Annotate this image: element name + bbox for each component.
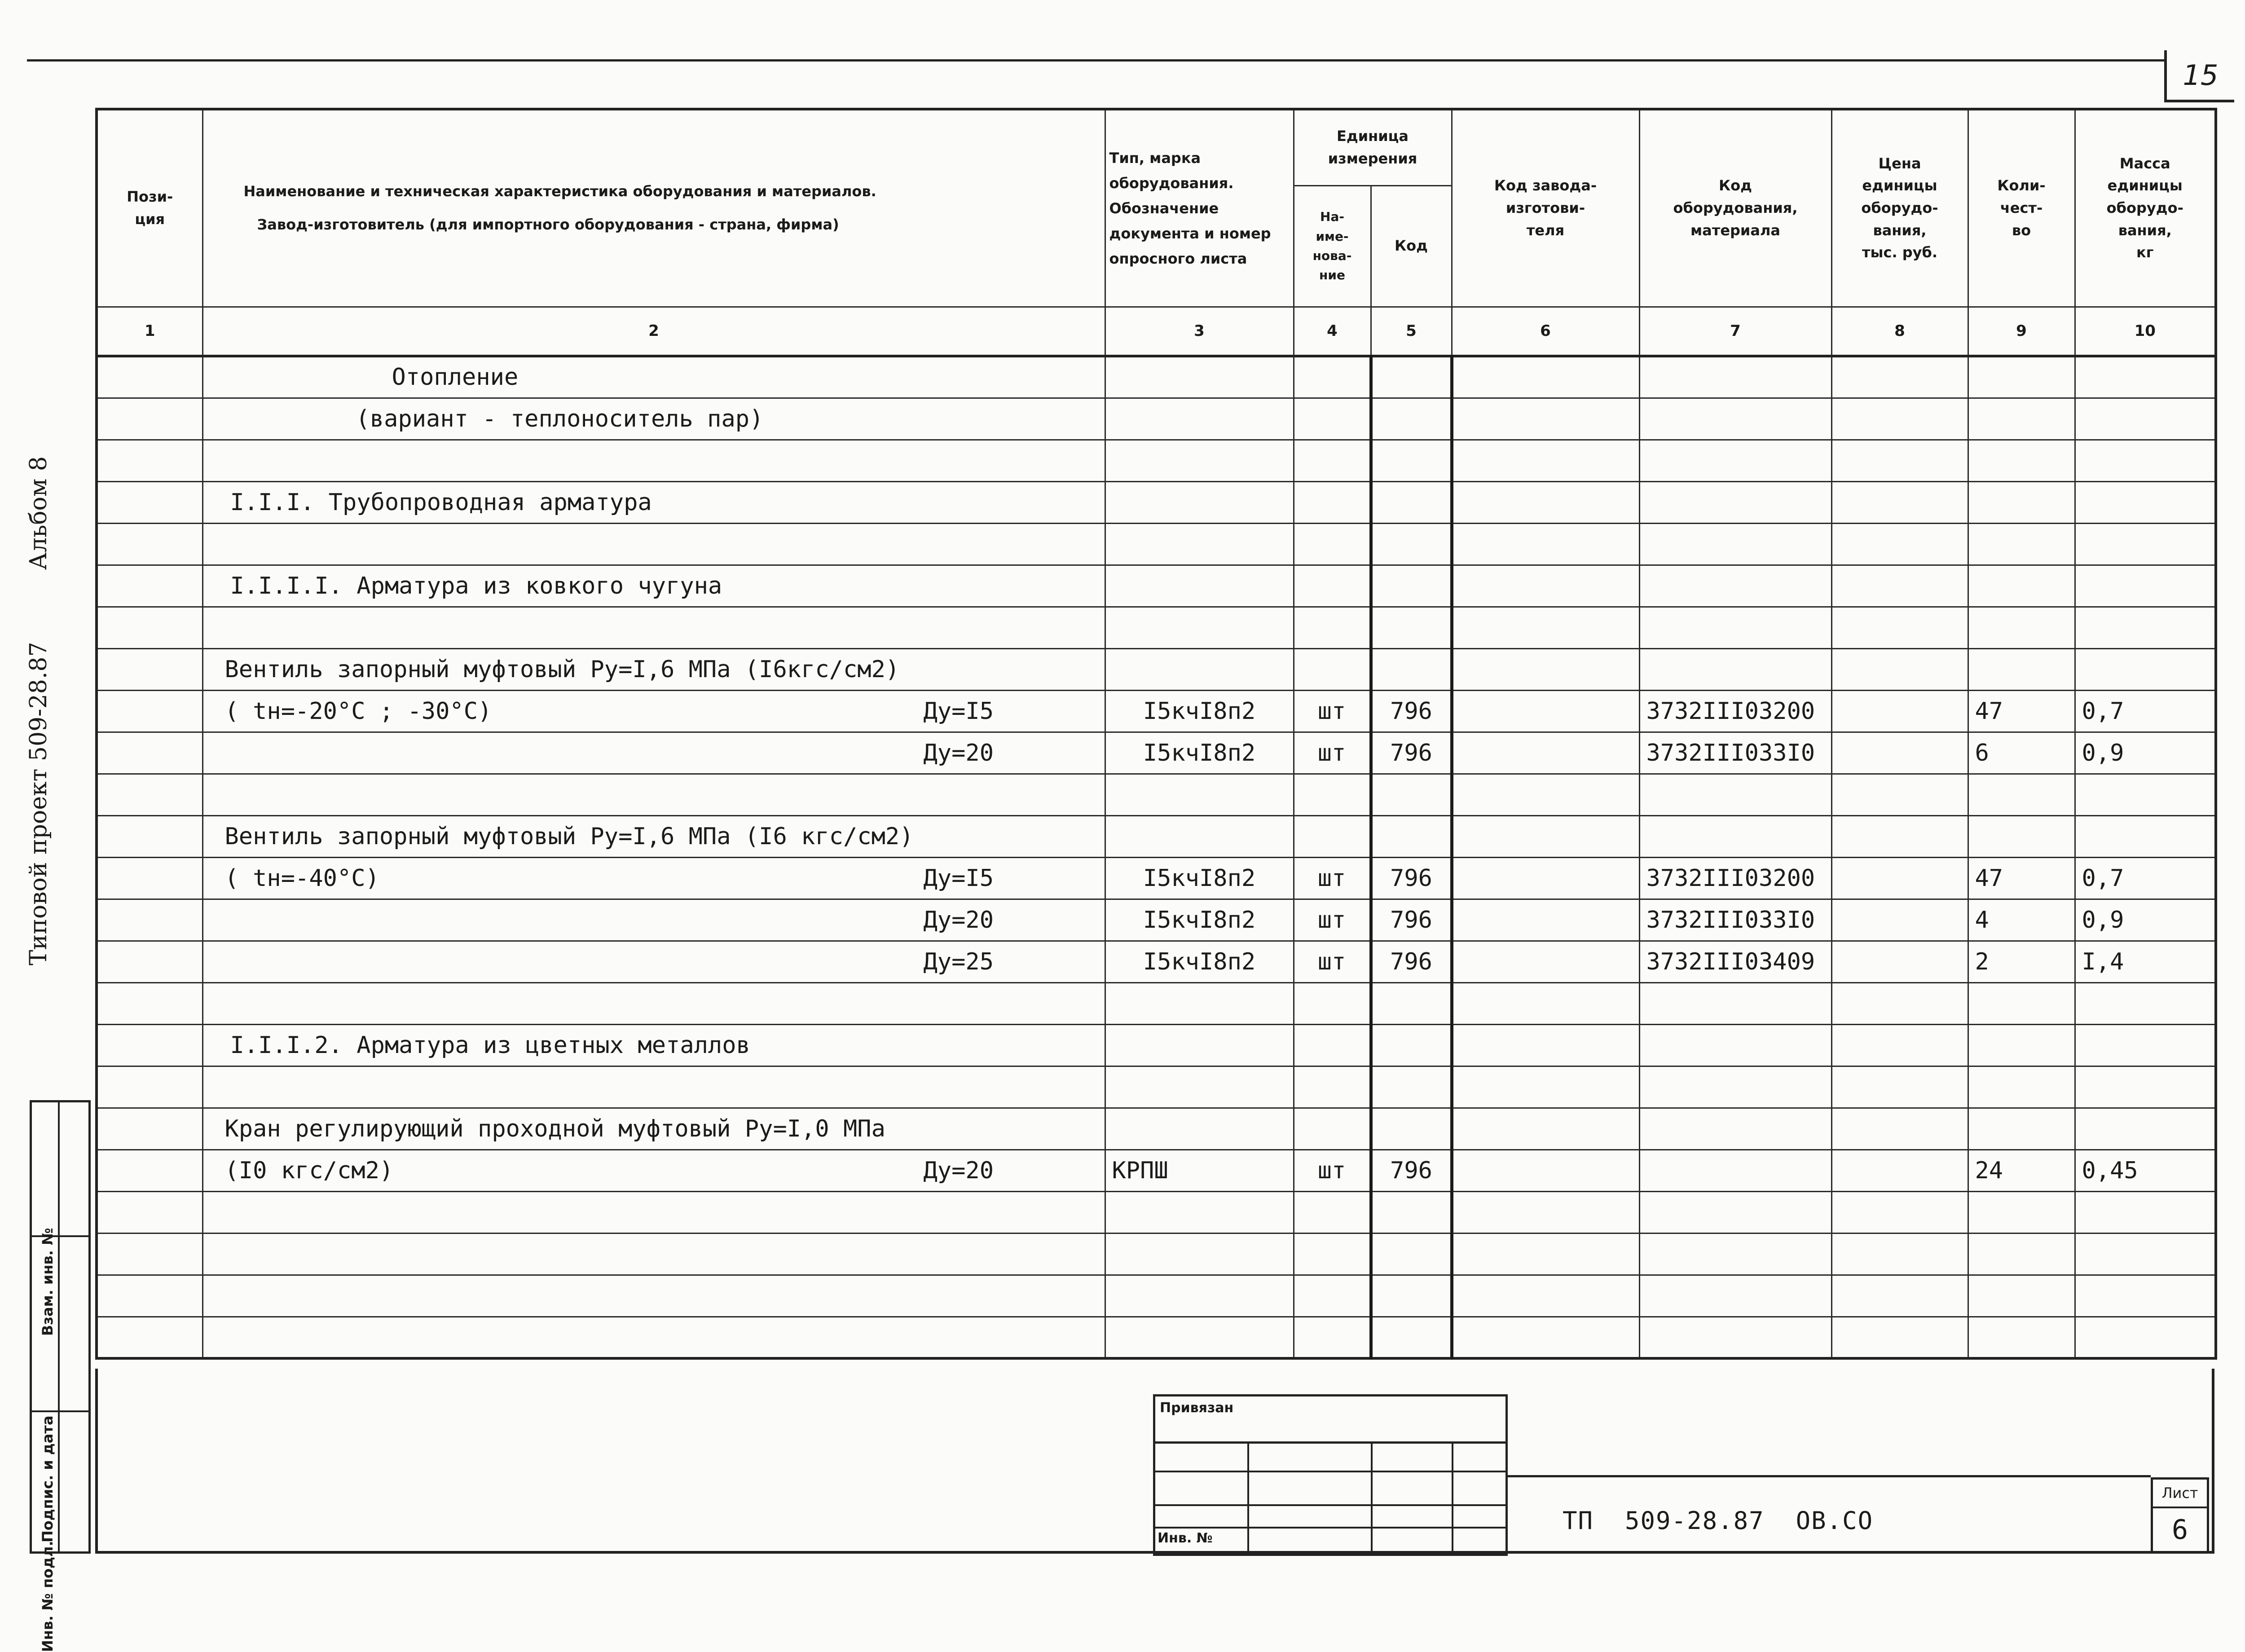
header-unit: Единица измерения	[1294, 109, 1452, 185]
side-stamp	[30, 1100, 91, 1652]
group-heading: I.I.I.2. Арматура из цветных металлов	[202, 1024, 1105, 1066]
header-position: Пози- ция	[97, 109, 202, 307]
item-unit: шт	[1294, 1150, 1371, 1191]
table-row	[97, 1150, 2216, 1191]
col-number: 3	[1105, 307, 1294, 356]
nominal-diameter: Ду=I5	[923, 864, 994, 892]
item-type: I5кчI8п2	[1105, 732, 1294, 774]
col-number: 8	[1831, 307, 1968, 356]
table-row	[97, 941, 2216, 982]
group-heading: I.I.I. Трубопроводная арматура	[202, 481, 1105, 523]
table-row	[97, 1066, 2216, 1108]
sheet-box	[2151, 1477, 2209, 1554]
table-row	[97, 356, 2216, 398]
table-row	[97, 774, 2216, 815]
item-description	[202, 899, 1105, 941]
item-quantity: 2	[1968, 941, 2075, 982]
col-number: 9	[1968, 307, 2075, 356]
col-number: 5	[1371, 307, 1452, 356]
header-name	[202, 109, 1105, 307]
item-code	[1639, 1150, 1831, 1191]
sheet-label: Лист	[2153, 1480, 2207, 1508]
stamp-cell-inv-original	[32, 1412, 88, 1652]
item-unit: шт	[1294, 732, 1371, 774]
item-description	[202, 690, 1105, 732]
table-row	[97, 1024, 2216, 1066]
column-number-row	[97, 307, 2216, 356]
item-quantity: 47	[1968, 690, 2075, 732]
stamp-cell-signature-date	[32, 1237, 88, 1542]
item-unit: шт	[1294, 941, 1371, 982]
header-quantity: Коли- чест- во	[1968, 109, 2075, 307]
table-row	[97, 982, 2216, 1024]
item-code: 3732III03200	[1639, 857, 1831, 899]
item-unit-code: 796	[1371, 857, 1452, 899]
group-heading: I.I.I.I. Арматура из ковкого чугуна	[202, 565, 1105, 607]
top-border-line	[27, 59, 2166, 62]
inventory-label: Инв. №	[1158, 1530, 1213, 1546]
item-code: 3732III033I0	[1639, 732, 1831, 774]
table-row	[97, 523, 2216, 565]
header-unit-name: На- име- нова- ние	[1294, 185, 1371, 307]
table-row	[97, 815, 2216, 857]
attached-stamp	[1153, 1394, 1508, 1444]
col-number: 10	[2075, 307, 2216, 356]
item-type: I5кчI8п2	[1105, 690, 1294, 732]
doc-code-prefix: ТП	[1563, 1507, 1594, 1535]
header-mass: Масса единицы оборудо- вания, кг	[2075, 109, 2216, 307]
table-row	[97, 607, 2216, 648]
table-row	[97, 690, 2216, 732]
doc-code-number: 509-28.87	[1625, 1507, 1765, 1535]
nominal-diameter: Ду=20	[923, 739, 994, 767]
header-type: Тип, марка оборудования. Обозначение документа и номер опросного листа	[1105, 109, 1294, 307]
header-row	[97, 109, 2216, 185]
header-name-line2: Завод-изготовитель (для импортного оборудования - страна, фирма)	[257, 216, 839, 233]
item-code: 3732III03409	[1639, 941, 1831, 982]
header-equipment-code: Код оборудования, материала	[1639, 109, 1831, 307]
section-subheading: (вариант - теплоноситель пар)	[202, 398, 1105, 440]
item-code: 3732III033I0	[1639, 899, 1831, 941]
title-block-line	[1508, 1475, 2151, 1477]
nominal-diameter: Ду=20	[923, 906, 994, 934]
table-row	[97, 440, 2216, 481]
side-title	[25, 382, 66, 965]
sheet-value: 6	[2171, 1514, 2188, 1546]
table-row	[97, 481, 2216, 523]
table-row	[97, 857, 2216, 899]
header-price: Цена единицы оборудо- вания, тыс. руб.	[1831, 109, 1968, 307]
table-row	[97, 899, 2216, 941]
item-mass: I,4	[2075, 941, 2216, 982]
header-name-line1: Наименование и техническая характеристика оборудования и материалов.	[243, 183, 876, 200]
sheet-number: 15	[2164, 50, 2234, 102]
item-condition: (I0 кгс/см2)	[224, 1157, 394, 1184]
table-row	[97, 398, 2216, 440]
item-quantity: 24	[1968, 1150, 2075, 1191]
project-title: Типовой проект 509-28.87	[25, 642, 52, 965]
item-type: I5кчI8п2	[1105, 941, 1294, 982]
item-unit: шт	[1294, 690, 1371, 732]
stamp-label-inv-replace: Взам. инв. №	[39, 1228, 56, 1336]
document-code	[1563, 1507, 1905, 1535]
item-description	[202, 941, 1105, 982]
stamp-cell-inv-replace	[32, 1102, 88, 1336]
nominal-diameter: Ду=20	[923, 1157, 994, 1184]
item-type: I5кчI8п2	[1105, 899, 1294, 941]
attached-label: Привязан	[1160, 1400, 1234, 1416]
item-mass: 0,9	[2075, 732, 2216, 774]
table-row	[97, 1275, 2216, 1317]
item-unit-code: 796	[1371, 732, 1452, 774]
table-row	[97, 732, 2216, 774]
item-mass: 0,9	[2075, 899, 2216, 941]
item-unit-code: 796	[1371, 690, 1452, 732]
item-mass: 0,7	[2075, 690, 2216, 732]
grid-line	[1371, 1444, 1373, 1554]
item-type: КРПШ	[1105, 1150, 1294, 1191]
table-row	[97, 1108, 2216, 1150]
item-unit-code: 796	[1371, 1150, 1452, 1191]
col-number: 7	[1639, 307, 1831, 356]
item-quantity: 6	[1968, 732, 2075, 774]
col-number: 1	[97, 307, 202, 356]
item-mass: 0,45	[2075, 1150, 2216, 1191]
item-unit-code: 796	[1371, 899, 1452, 941]
item-description: Вентиль запорный муфтовый Ру=I,6 МПа (I6 кгс/см2)	[202, 815, 1105, 857]
nominal-diameter: Ду=25	[923, 948, 994, 975]
header-maker-code: Код завода- изготови- теля	[1452, 109, 1639, 307]
stamp-label-signature-date: Подпис. и дата	[39, 1415, 56, 1542]
item-mass: 0,7	[2075, 857, 2216, 899]
specification-table	[95, 108, 2217, 1360]
item-unit: шт	[1294, 857, 1371, 899]
header-unit-code: Код	[1371, 185, 1452, 307]
grid-line	[1247, 1444, 1249, 1554]
table-row	[97, 565, 2216, 607]
col-number: 4	[1294, 307, 1371, 356]
item-description	[202, 732, 1105, 774]
section-heading: Отопление	[202, 356, 1105, 398]
item-description: Вентиль запорный муфтовый Ру=I,6 МПа (I6кгс/см2)	[202, 648, 1105, 690]
stamp-label-inv-original: Инв. № подл.	[39, 1541, 56, 1652]
table-row	[97, 1317, 2216, 1358]
item-description	[202, 1150, 1105, 1191]
item-description	[202, 857, 1105, 899]
item-quantity: 4	[1968, 899, 2075, 941]
nominal-diameter: Ду=I5	[923, 697, 994, 725]
item-code: 3732III03200	[1639, 690, 1831, 732]
item-unit-code: 796	[1371, 941, 1452, 982]
item-description: Кран регулирующий проходной муфтовый Ру=I,0 МПа	[202, 1108, 1105, 1150]
item-type: I5кчI8п2	[1105, 857, 1294, 899]
album-title: Альбом 8	[25, 456, 52, 570]
doc-code-suffix: ОВ.СО	[1796, 1507, 1874, 1535]
table-row	[97, 648, 2216, 690]
grid-line	[1452, 1444, 1453, 1554]
item-condition: ( tн=-20°C ; -30°C)	[224, 697, 492, 725]
item-condition: ( tн=-40°C)	[224, 864, 379, 892]
col-number: 6	[1452, 307, 1639, 356]
item-quantity: 47	[1968, 857, 2075, 899]
table-row	[97, 1191, 2216, 1233]
table-row	[97, 1233, 2216, 1275]
item-unit: шт	[1294, 899, 1371, 941]
col-number: 2	[202, 307, 1105, 356]
